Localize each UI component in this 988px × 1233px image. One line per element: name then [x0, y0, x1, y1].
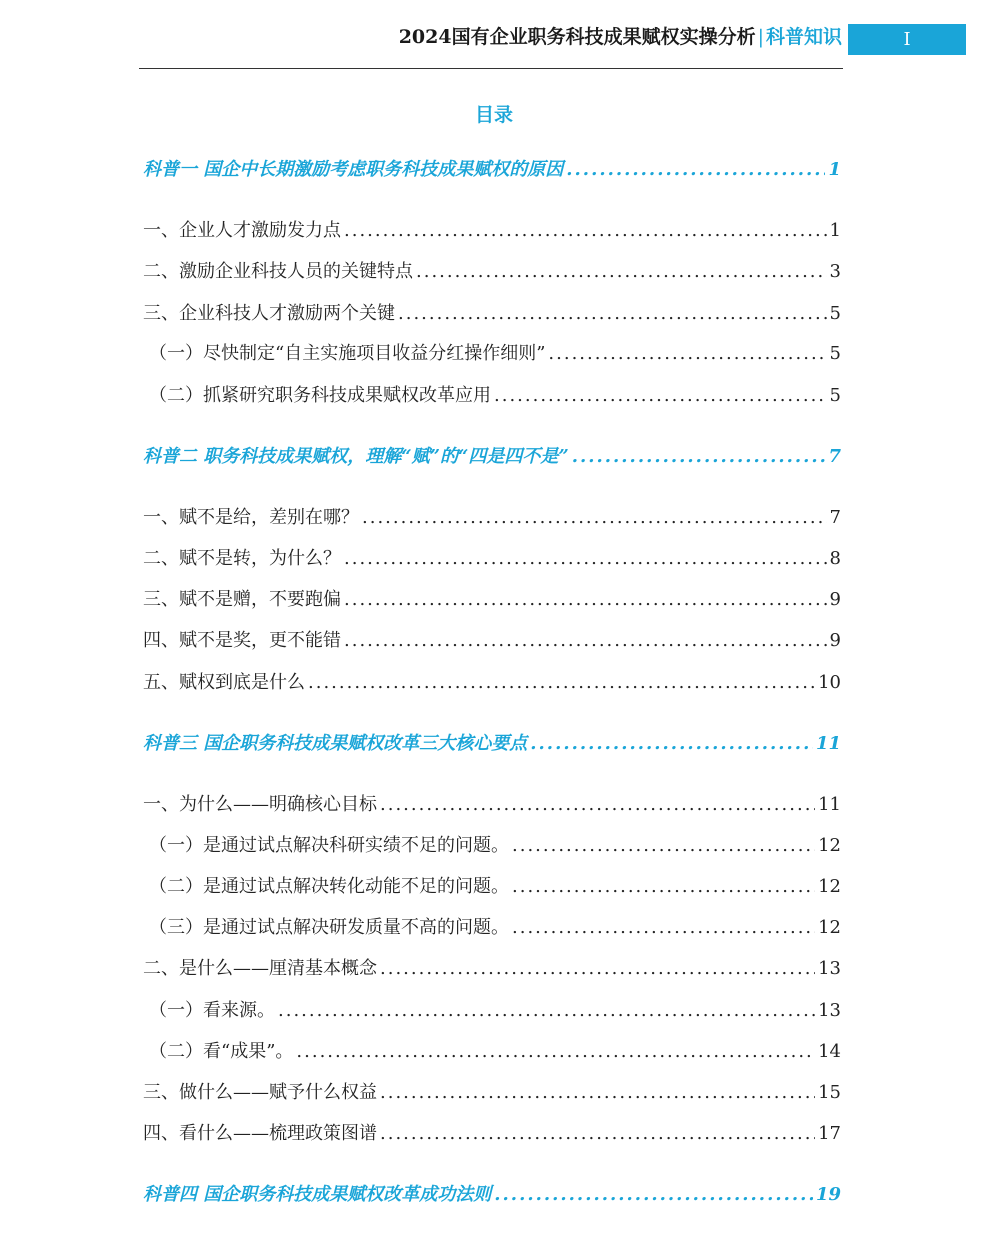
toc-entry-label: 二、激励企业科技人员的关键特点: [143, 261, 413, 282]
dot-leader: [416, 259, 827, 285]
toc-entry-page: 14: [818, 1041, 841, 1062]
dot-leader: [344, 628, 827, 654]
toc-entry-label: 四、赋不是奖，更不能错: [143, 630, 341, 651]
dot-leader: [344, 546, 827, 572]
toc-subsection-entry[interactable]: [149, 383, 841, 409]
toc-entry-label: 三、赋不是赠，不要跑偏: [143, 589, 341, 610]
dot-leader: [494, 383, 827, 409]
dot-leader: [494, 1182, 813, 1208]
toc-entry-label: 一、企业人才激励发力点: [143, 220, 341, 241]
toc-entry-page: 17: [818, 1123, 841, 1144]
toc-entry-page: 5: [829, 343, 841, 364]
toc-entry-label: （二）是通过试点解决转化动能不足的问题。: [149, 876, 509, 897]
toc-subsection-entry[interactable]: [149, 874, 841, 900]
toc-subsection-entry[interactable]: [149, 833, 841, 859]
toc-section-entry[interactable]: [143, 587, 841, 613]
dot-leader: [344, 587, 827, 613]
toc-chapter-3[interactable]: [143, 731, 841, 757]
dot-leader: [380, 1080, 815, 1106]
toc-entry-page: 7: [828, 446, 841, 467]
dot-leader: [512, 915, 815, 941]
toc-section-entry[interactable]: [143, 670, 841, 696]
toc-entry-label: （三）是通过试点解决研发质量不高的问题。: [149, 917, 509, 938]
toc-entry-page: 1: [829, 220, 841, 241]
toc-entry-page: 15: [818, 1082, 841, 1103]
toc-entry-page: 7: [829, 507, 841, 528]
dot-leader: [278, 998, 815, 1024]
dot-leader: [398, 301, 827, 327]
toc-subsection-entry[interactable]: [149, 341, 841, 367]
toc-section-entry[interactable]: [143, 546, 841, 572]
toc-entry-page: 9: [829, 630, 841, 651]
toc-subsection-entry[interactable]: [149, 998, 841, 1024]
toc-entry-page: 10: [818, 672, 841, 693]
toc-entry-label: 四、看什么——梳理政策图谱: [143, 1123, 377, 1144]
toc-entry-label: 五、赋权到底是什么: [143, 672, 305, 693]
dot-leader: [548, 341, 826, 367]
toc-entry-label: 科普二 职务科技成果赋权，理解“赋”的“四是四不是”: [143, 446, 569, 467]
toc-entry-label: 二、赋不是转，为什么？: [143, 548, 341, 569]
toc-entry-page: 12: [818, 876, 841, 897]
toc-entry-label: 科普三 国企职务科技成果赋权改革三大核心要点: [143, 733, 528, 754]
toc-entry-label: （一）是通过试点解决科研实绩不足的问题。: [149, 835, 509, 856]
page-header: [0, 0, 988, 70]
toc-section-entry[interactable]: [143, 1121, 841, 1147]
toc-entry-page: 13: [818, 958, 841, 979]
toc-subsection-entry[interactable]: [149, 915, 841, 941]
toc-section-entry[interactable]: [143, 1080, 841, 1106]
title-separator: |: [757, 26, 764, 48]
toc-subsection-entry[interactable]: [149, 1039, 841, 1065]
toc-entry-label: 二、是什么——厘清基本概念: [143, 958, 377, 979]
document-title-text: 2024国有企业职务科技成果赋权实操分析: [398, 26, 756, 48]
toc-entry-label: 一、赋不是给，差别在哪？: [143, 507, 359, 528]
toc-chapter-4[interactable]: [143, 1182, 841, 1208]
toc-chapter-2[interactable]: [143, 444, 841, 470]
section-tag: 科普知识: [765, 26, 842, 48]
page-number-marker: I: [848, 24, 966, 55]
toc-entry-page: 5: [829, 385, 841, 406]
dot-leader: [380, 956, 815, 982]
toc-entry-page: 19: [815, 1184, 841, 1205]
toc-section-entry[interactable]: [143, 628, 841, 654]
dot-leader: [572, 444, 826, 470]
dot-leader: [530, 731, 813, 757]
toc-entry-label: 一、为什么——明确核心目标: [143, 794, 377, 815]
dot-leader: [308, 670, 815, 696]
toc-chapter-1[interactable]: [143, 157, 841, 183]
header-divider: [139, 68, 843, 69]
toc-section-entry[interactable]: [143, 956, 841, 982]
toc-entry-page: 11: [818, 794, 841, 815]
document-title: [399, 22, 842, 49]
toc-entry-label: 科普四 国企职务科技成果赋权改革成功法则: [143, 1184, 492, 1205]
toc-entry-page: 1: [828, 159, 841, 180]
toc-title: 目录: [474, 104, 513, 126]
toc-entry-label: 三、企业科技人才激励两个关键: [143, 303, 395, 324]
toc-entry-page: 12: [818, 917, 841, 938]
toc-section-entry[interactable]: [143, 792, 841, 818]
toc-entry-page: 8: [829, 548, 841, 569]
toc-entry-page: 12: [818, 835, 841, 856]
toc-entry-label: （二）抓紧研究职务科技成果赋权改革应用: [149, 385, 491, 406]
toc-section-entry[interactable]: [143, 218, 841, 244]
toc-entry-page: 3: [829, 261, 841, 282]
toc-entry-label: （一）尽快制定“自主实施项目收益分红操作细则”: [149, 343, 546, 364]
dot-leader: [380, 1121, 815, 1147]
dot-leader: [296, 1039, 815, 1065]
toc-entry-label: 三、做什么——赋予什么权益: [143, 1082, 377, 1103]
toc-entry-label: （二）看“成果”。: [149, 1041, 294, 1062]
toc-entry-page: 9: [829, 589, 841, 610]
dot-leader: [512, 833, 815, 859]
dot-leader: [566, 157, 825, 183]
toc-entry-page: 13: [818, 1000, 841, 1021]
toc-section-entry[interactable]: [143, 259, 841, 285]
dot-leader: [362, 505, 827, 531]
toc-section-entry[interactable]: [143, 505, 841, 531]
toc-entry-label: 科普一 国企中长期激励考虑职务科技成果赋权的原因: [143, 159, 564, 180]
toc-section-entry[interactable]: [143, 301, 841, 327]
toc-entry-label: （一）看来源。: [149, 1000, 275, 1021]
toc-entry-page: 5: [829, 303, 841, 324]
dot-leader: [512, 874, 815, 900]
dot-leader: [344, 218, 827, 244]
dot-leader: [380, 792, 815, 818]
toc-entry-page: 11: [815, 733, 841, 754]
